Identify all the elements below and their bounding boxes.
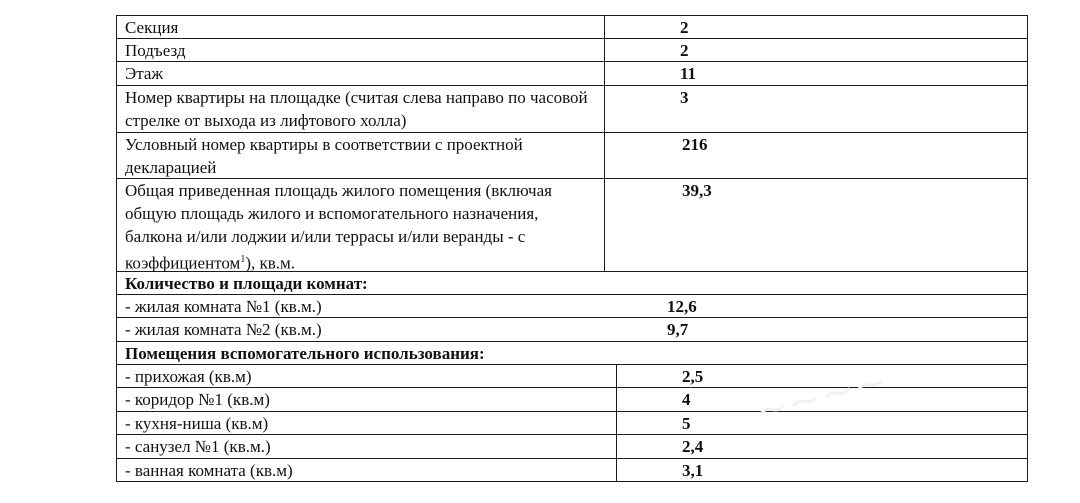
row-label: - жилая комната №2 (кв.м.) — [125, 320, 322, 339]
row-value: 3 — [680, 88, 689, 107]
section-header-label: Количество и площади комнат: — [125, 274, 368, 293]
table-row-apartment-on-floor — [116, 86, 1028, 133]
row-label: - ванная комната (кв.м) — [125, 461, 293, 480]
row-label: Подъезд — [125, 41, 186, 60]
watermark-mark: ~~~~ — [750, 358, 892, 436]
column-divider — [604, 179, 605, 271]
row-label: - коридор №1 (кв.м) — [125, 390, 270, 409]
table-row-room-2 — [116, 318, 1028, 342]
row-label: - санузел №1 (кв.м.) — [125, 437, 271, 456]
column-divider — [604, 16, 605, 38]
column-divider — [604, 39, 605, 61]
row-value: 4 — [682, 390, 691, 409]
table-row-total-area — [116, 179, 1028, 272]
row-value: 9,7 — [667, 320, 689, 339]
row-label: Номер квартиры на площадке (считая слева направо по часовой стрелке от выхода из лифтового холла) — [125, 88, 588, 130]
table-row-entrance — [116, 39, 1028, 62]
footnote-mark: 1 — [240, 254, 246, 265]
row-value: 2 — [680, 18, 689, 37]
row-value: 216 — [682, 135, 708, 154]
column-divider — [616, 365, 617, 387]
row-value: 12,6 — [667, 297, 697, 316]
section-header-rooms — [116, 272, 1028, 295]
row-value: 2 — [680, 41, 689, 60]
row-value: 39,3 — [682, 181, 712, 200]
column-divider — [604, 62, 605, 85]
column-divider — [616, 435, 617, 458]
apartment-spec-table — [116, 15, 1028, 482]
table-row-bathroom — [116, 459, 1028, 482]
section-header-auxiliary — [116, 342, 1028, 365]
column-divider — [616, 412, 617, 434]
row-label: Секция — [125, 18, 179, 37]
row-label: - жилая комната №1 (кв.м.) — [125, 297, 322, 316]
table-row-bathroom-unit — [116, 435, 1028, 459]
column-divider — [616, 388, 617, 411]
row-label-text: Общая приведенная площадь жилого помещения (включая общую площадь жилого и вспомогательного назначения, балкона и/или лоджии и/или террасы и/или веранды - с коэффициентом — [125, 181, 552, 273]
row-value: 11 — [680, 64, 697, 83]
table-row-corridor — [116, 388, 1028, 412]
column-divider — [604, 86, 605, 132]
row-label: - прихожая (кв.м) — [125, 367, 252, 386]
table-row-hallway — [116, 365, 1028, 388]
row-value: 2,4 — [682, 437, 704, 456]
table-row-room-1 — [116, 295, 1028, 318]
row-label: Условный номер квартиры в соответствии с проектной декларацией — [125, 135, 523, 177]
table-row-floor — [116, 62, 1028, 86]
row-label — [117, 179, 605, 275]
section-header-label: Помещения вспомогательного использования: — [125, 344, 485, 363]
row-value: 5 — [682, 414, 691, 433]
table-row-apartment-number — [116, 133, 1028, 179]
table-row-section — [116, 15, 1028, 39]
row-value: 3,1 — [682, 461, 704, 480]
column-divider — [604, 133, 605, 178]
column-divider — [616, 459, 617, 481]
row-label: Этаж — [125, 64, 164, 83]
table-row-kitchen-niche — [116, 412, 1028, 435]
row-label: - кухня-ниша (кв.м) — [125, 414, 269, 433]
row-label-tail: ), кв.м. — [245, 253, 296, 273]
row-value: 2,5 — [682, 367, 704, 386]
